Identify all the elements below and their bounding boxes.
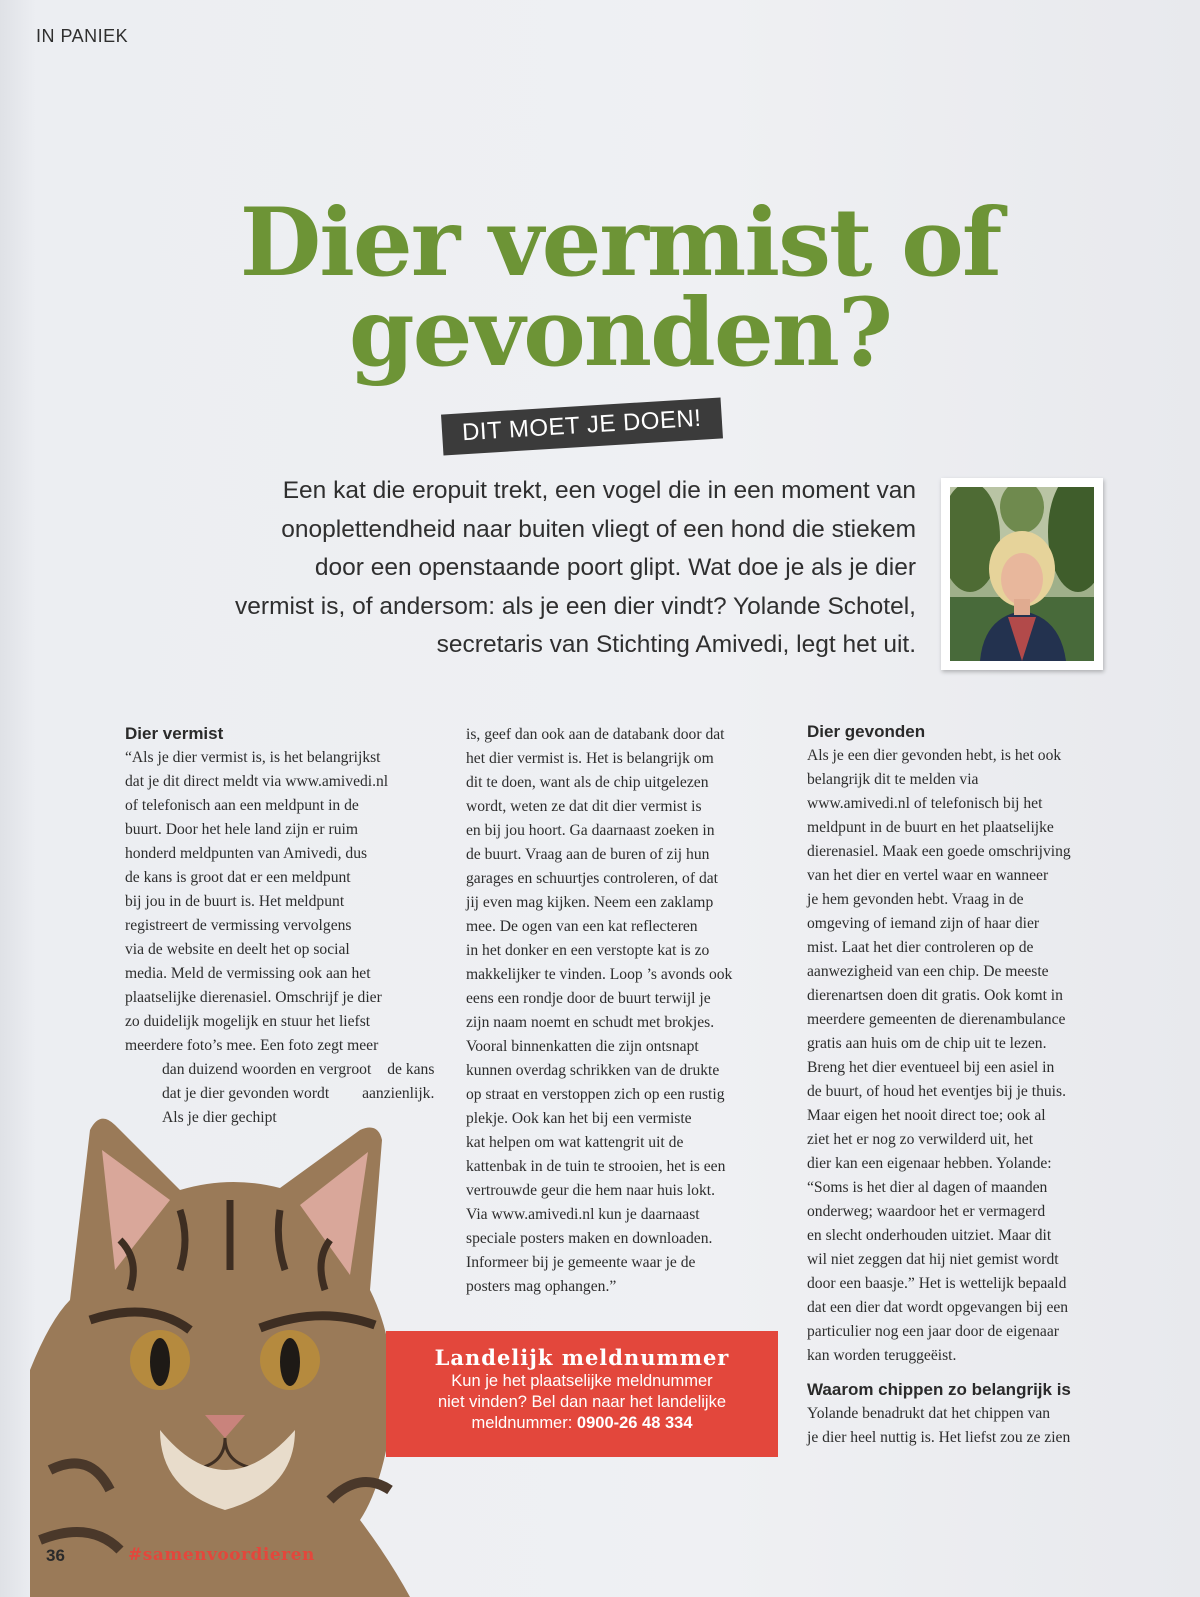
indented-line: de kans dat je dier gevonden wordt [162, 1061, 435, 1102]
intro-line: secretaris van Stichting Amivedi, legt het uit. [436, 631, 916, 658]
column-dier-gevonden [807, 720, 1123, 1450]
column-2-text: is, geef dan ook aan de databank door dat het dier vermist is. Het is belangrijk om dit te doen, want als de chip uitgelezen wordt, weten ze dat dit dier vermist is en bij jou hoort. Ga daarnaast zoeken in de buurt. Vraag aan de buren of zij hun garages en schuurtjes controleren, of dat jij even mag kijken. Neem een zaklamp mee. De ogen van een kat reflecteren in het donker en een verstopte kat is zo makkelijker te vinden. Loop ’s avonds ook eens een rondje door de buurt terwijl je zijn naam noemt en schudt met brokjes. Vooral binnenkatten die zijn ontsnapt kunnen overdag schrikken van de drukte op straat en verstoppen zich op een rustig plekje. Ook kan het bij een vermiste kat helpen om wat kattengrit uit de kattenbak in de tuin te strooien, het is een vertrouwde geur die hem naar huis lokt. Via www.amivedi.nl kun je daarnaast speciale posters maken en downloaden. Informeer bij je gemeente waar je de posters mag ophangen.” [466, 726, 733, 1295]
column-1-text: “Als je dier vermist is, is het belangrijkst dat je dit direct meldt via www.amivedi.nl of telefonisch aan een meldpunt in de buurt. Door het hele land zijn er ruim honderd meldpunten van Amivedi, dus de kans is groot dat er een meldpunt bij jou in de buurt is. Het meldpunt registreert de vermissing vervolgens via de website en deelt het op social media. Meld de vermissing ook aan het plaatselijke dierenasiel. Omschrijf je dier zo duidelijk mogelijk en stuur het liefst meerdere foto’s mee. Een foto zegt meer [125, 749, 389, 1054]
portrait-image [950, 487, 1094, 661]
intro-line: Een kat die eropuit trekt, een vogel die in een moment van [282, 477, 916, 504]
kitten-image [30, 1070, 410, 1597]
indented-line: dan duizend woorden en vergroot [162, 1061, 372, 1078]
column-dier-vermist [125, 722, 441, 1130]
footer-hashtag: #samenvoordieren [128, 1545, 315, 1565]
section-label: IN PANIEK [36, 26, 129, 46]
page-number: 36 [46, 1546, 65, 1565]
column-3-text-2: Yolande benadrukt dat het chippen van je dier heel nuttig is. Het liefst zou ze zien [807, 1405, 1071, 1446]
heading-dier-gevonden: Dier gevonden [807, 722, 926, 741]
headline-line-2: gevonden? [348, 278, 892, 388]
callout-title: Landelijk meldnummer [434, 1345, 730, 1370]
column-3-text: Als je een dier gevonden hebt, is het ook belangrijk dit te melden via www.amivedi.nl of telefonisch bij het meldpunt in de buurt en het plaatselijke dierenasiel. Maak een goede omschrijving van het dier en vertel waar en wanneer je hem gevonden hebt. Vraag in de omgeving of iemand zijn of haar dier mist. Laat het dier controleren op de aanwezigheid van een chip. De meeste dierenartsen doen dit gratis. Ook komt in meerdere gemeenten de dierenambulance gratis aan huis om de chip uit te lezen. Breng het dier eventueel bij een asiel in de buurt, of houd het eventjes bij je thuis. Maar eigen het nooit direct toe; ook al ziet het er nog zo verwilderd uit, het dier kan een eigenaar hebben. Yolande: “Soms is het dier al dagen of maanden onderweg; waardoor het er vermagerd en slecht onderhouden uitziet. Maar dit wil niet zeggen dat hij niet gemist wordt door een baasje.” Het is wettelijk bepaald dat een dier dat wordt opgevangen bij een particulier nog een jaar door de eigenaar kan worden teruggeëist. [807, 747, 1071, 1364]
callout-phone-number: 0900-26 48 334 [576, 1414, 693, 1432]
heading-waarom-chippen: Waarom chippen zo belangrijk is [807, 1380, 1071, 1399]
subhead-banner: DIT MOET JE DOEN! [441, 398, 723, 456]
headline [120, 188, 1120, 388]
callout-body [386, 1371, 778, 1434]
intro-line: onoplettendheid naar buiten vliegt of een hond die stiekem [281, 515, 916, 543]
callout-text: Kun je het plaatselijke meldnummer niet vinden? Bel dan naar het landelijke meldnummer: [437, 1372, 727, 1432]
intro-paragraph [150, 472, 916, 665]
column-middle [466, 723, 782, 1299]
callout-box [386, 1331, 778, 1457]
intro-line: vermist is, of andersom: als je een dier vindt? Yolande Schotel, [235, 592, 916, 620]
headline-line-1: Dier vermist of [239, 188, 1001, 298]
heading-dier-vermist: Dier vermist [125, 724, 224, 743]
intro-line: door een openstaande poort glipt. Wat doe je als je dier [314, 554, 916, 581]
portrait-photo [941, 478, 1103, 670]
indented-line: aanzienlijk. Als je dier gechipt [162, 1085, 435, 1126]
